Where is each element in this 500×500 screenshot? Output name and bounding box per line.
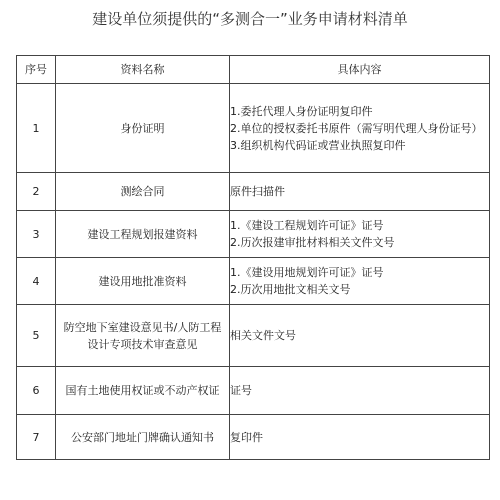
material-name-text: 国有土地使用权证或不动产权证 (65, 384, 220, 397)
header-content: 具体内容 (230, 56, 490, 84)
content-line: 2.历次用地批文相关文号 (230, 283, 351, 296)
content-cell (230, 84, 490, 173)
row-number: 1 (17, 84, 56, 173)
table-row (17, 211, 490, 258)
header-material-name: 资料名称 (56, 56, 230, 84)
content-line: 证号 (230, 384, 252, 397)
content-line: 1.《建设工程规划许可证》证号 (230, 219, 384, 232)
material-name (56, 305, 230, 367)
table-row (17, 258, 490, 305)
material-name (56, 367, 230, 415)
content-cell (230, 258, 490, 305)
material-name-text: 测绘合同 (120, 185, 165, 198)
table-row (17, 305, 490, 367)
content-cell (230, 415, 490, 460)
content-line: 原件扫描件 (230, 185, 285, 198)
content-line: 复印件 (230, 430, 263, 444)
table-row (17, 173, 490, 211)
row-number: 2 (17, 173, 56, 211)
material-name (56, 415, 230, 460)
row-number: 6 (17, 367, 56, 415)
content-line: 1.《建设用地规划许可证》证号 (230, 266, 384, 279)
content-line: 3.组织机构代码证或营业执照复印件 (230, 138, 406, 152)
row-number: 4 (17, 258, 56, 305)
row-number: 3 (17, 211, 56, 258)
material-name (56, 84, 230, 173)
content-line: 相关文件文号 (230, 329, 296, 342)
table-row (17, 367, 490, 415)
materials-table (16, 55, 490, 460)
material-name (56, 173, 230, 211)
material-name-text: 防空地下室建设意见书/人防工程设计专项技术审查意见 (63, 320, 222, 351)
material-name-text: 公安部门地址门牌确认通知书 (71, 430, 214, 444)
document-title: 建设单位须提供的“多测合一”业务申请材料清单 (92, 10, 408, 28)
table-header-row (17, 56, 490, 84)
content-cell (230, 173, 490, 211)
material-name (56, 211, 230, 258)
material-name (56, 258, 230, 305)
row-number: 7 (17, 415, 56, 460)
content-line: 1.委托代理人身份证明复印件 (230, 104, 373, 118)
material-name-text: 建设用地批准资料 (98, 274, 187, 288)
row-number: 5 (17, 305, 56, 367)
content-cell (230, 367, 490, 415)
table-row (17, 415, 490, 460)
material-name-text: 建设工程规划报建资料 (87, 227, 198, 241)
material-name-text: 身份证明 (120, 121, 165, 135)
content-line: 2.历次报建审批材料相关文件文号 (230, 236, 395, 249)
content-cell (230, 211, 490, 258)
header-number: 序号 (17, 56, 56, 84)
table-row (17, 84, 490, 173)
content-cell (230, 305, 490, 367)
content-line: 2.单位的授权委托书原件（需写明代理人身份证号） (230, 121, 483, 135)
